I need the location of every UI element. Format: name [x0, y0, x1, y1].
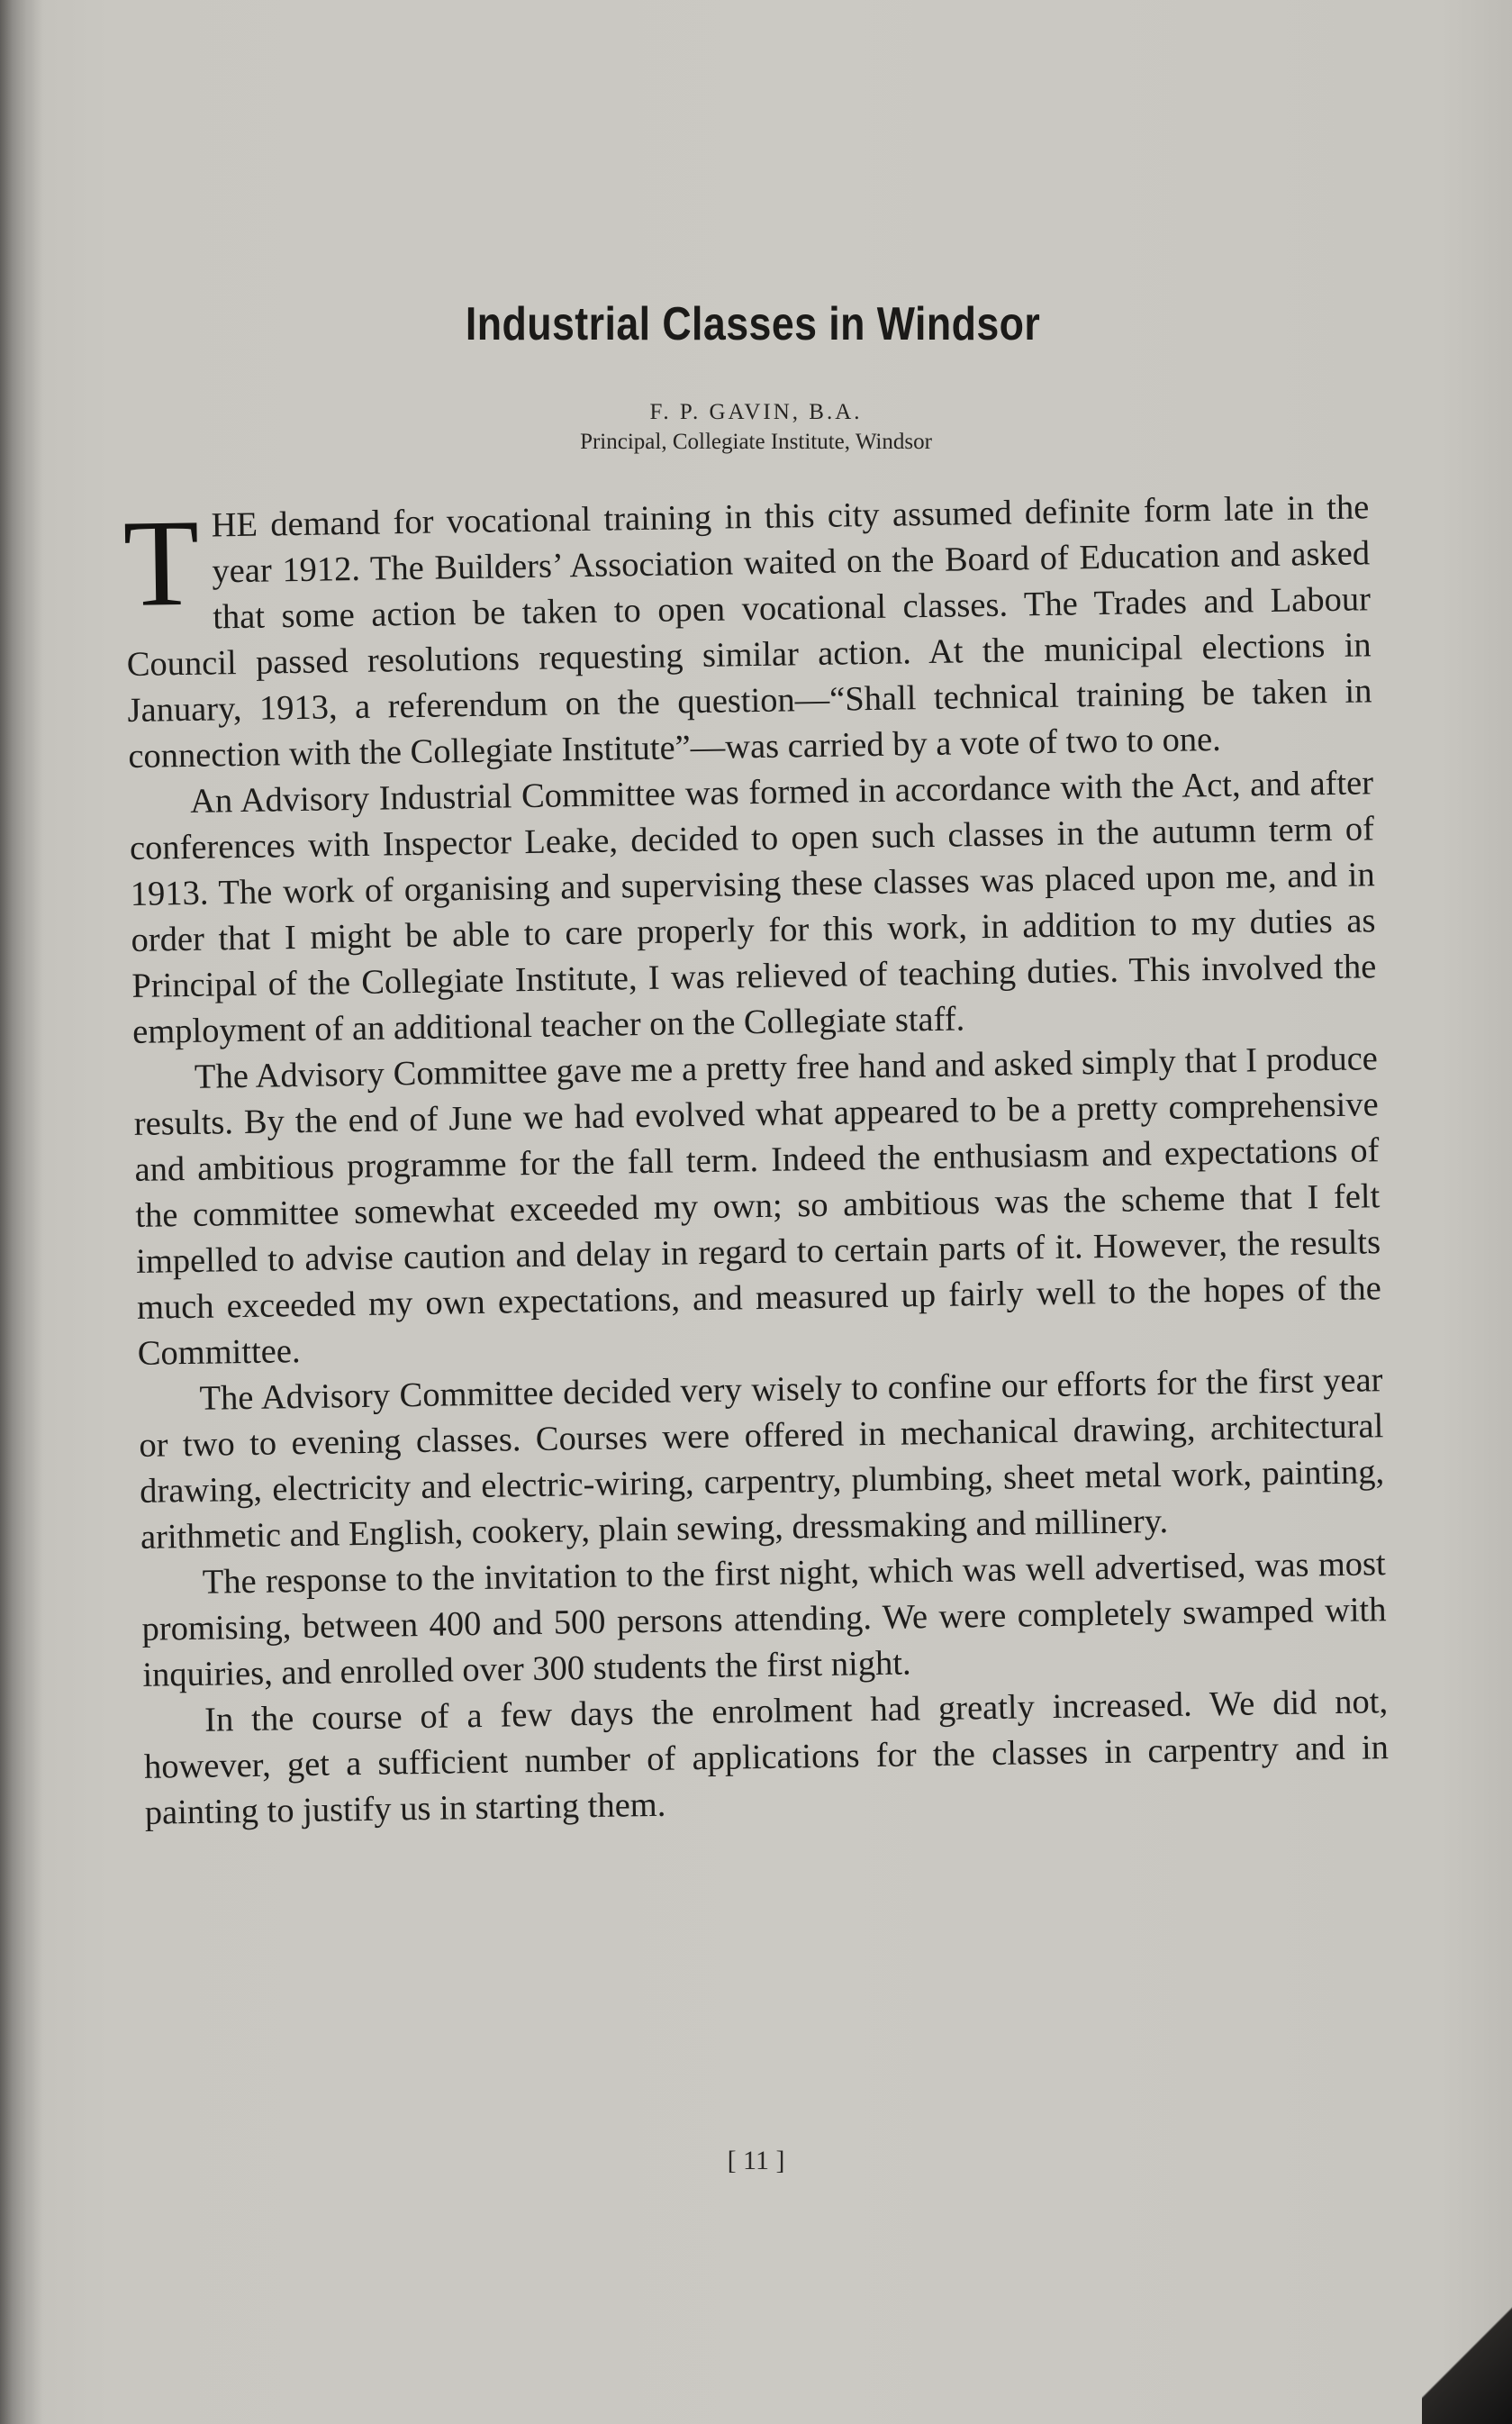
- paragraph-4: The Advisory Committee decided very wisely to confine our efforts for the first year or two to evening classes. Courses were offered in mechanical drawing, architectural drawing, electricity and electric-wiring, carpentry, plumbing, sheet metal work, painting, arithmetic and English, cookery, plain sewing, dressmaking and millinery.: [139, 1361, 1385, 1557]
- page-number: [ 11 ]: [727, 2146, 785, 2175]
- paragraph-6: In the course of a few days the enrolment had greatly increased. We did not, however, get a sufficient number of applications for the classes in carpentry and in painting to justify us in starting them.: [143, 1683, 1390, 1832]
- drop-cap: T: [122, 493, 201, 633]
- paragraph-2: An Advisory Industrial Committee was formed in accordance with the Act, and after conferences with Inspector Leake, decided to open such classes in the autumn term of 1913. The work of organising and supervising these classes was placed upon me, and in order that I might be able to care properly for this work, in addition to my duties as Principal of the Collegiate Institute, I was relieved of teaching duties. This involved the employment of an additional teacher on the Collegiate staff.: [129, 764, 1377, 1051]
- article-title: Industrial Classes in Windsor: [465, 298, 1041, 350]
- author-affiliation: Principal, Collegiate Institute, Windsor: [580, 430, 932, 454]
- binding-gutter: [0, 0, 43, 2424]
- paragraph-text: HE demand for vocational training in this city assumed definite form late in the year 1912. The Builders’ Association waited on the Board of Education and asked that some action be taken to open vocational classes. The Trades and Labour Council passed resolutions requesting similar action. At the municipal elections in January, 1913, a referendum on the question—“Shall technical training be taken in connection with the Collegiate Institute”—was carried by a vote of two to one.: [126, 488, 1372, 776]
- page-corner-shadow: [1422, 2253, 1512, 2424]
- paragraph-5: The response to the invitation to the first night, which was well advertised, was most promising, between 400 and 500 persons attending. We were completely swamped with inquiries, and enrolled over 300 students the first night.: [141, 1545, 1387, 1694]
- author-name: F. P. GAVIN, B.A.: [649, 400, 863, 424]
- paragraph-1: [124, 485, 1373, 780]
- paragraph-3: The Advisory Committee gave me a pretty free hand and asked simply that I produce results. By the end of June we had evolved what appeared to be a pretty comprehensive and ambitious programme for the fall term. Indeed the enthusiasm and expectations of the committee somewhat exceeded my own; so ambitious was the scheme that I felt impelled to advise caution and delay in regard to certain parts of it. However, the results much exceeded my own expectations, and measured up fairly well to the hopes of the Committee.: [133, 1040, 1382, 1373]
- article-body: [124, 485, 1390, 1837]
